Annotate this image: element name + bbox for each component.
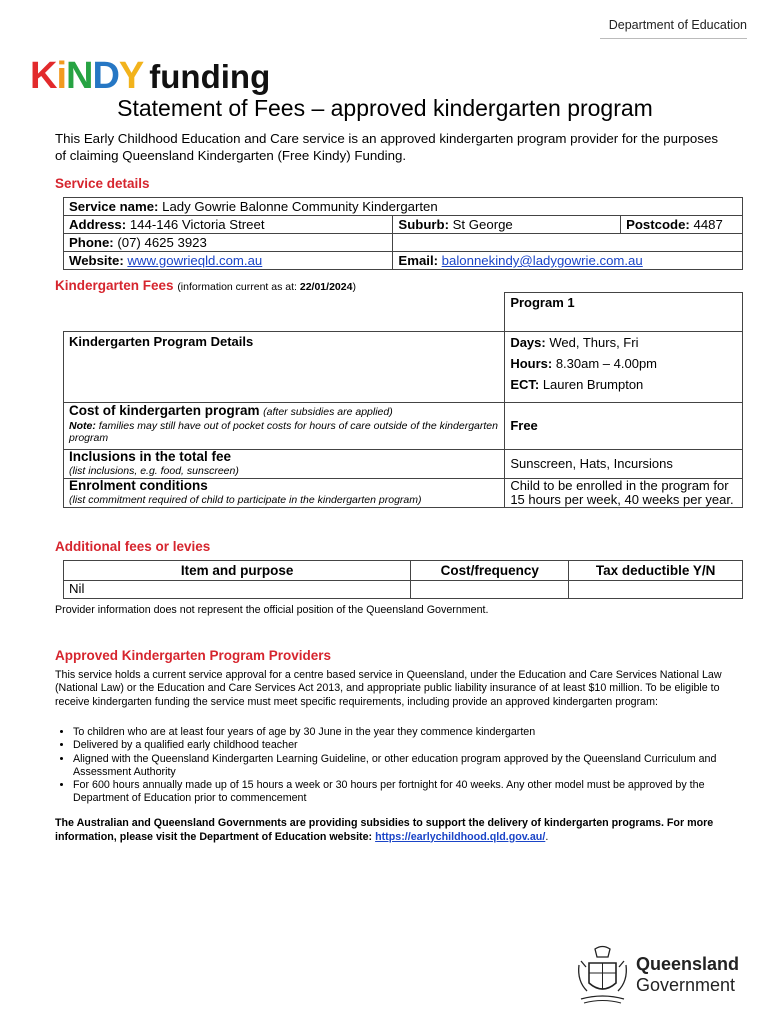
- kindy-letter: K: [30, 55, 57, 97]
- table-row: [64, 581, 743, 599]
- blank-header-cell: [64, 293, 505, 332]
- days-line: Days: Wed, Thurs, Fri: [510, 334, 639, 350]
- kindy-letter: N: [66, 55, 93, 97]
- table-row: [64, 216, 743, 234]
- address-cell: Address: 144-146 Victoria Street: [64, 216, 393, 234]
- current-date: 22/01/2024: [299, 281, 353, 293]
- queensland-government-wordmark: Queensland Government: [636, 954, 740, 995]
- website-cell: Website: www.gowrieqld.com.au: [64, 252, 393, 270]
- requirements-list: [55, 726, 743, 806]
- email-cell: Email: balonnekindy@ladygowrie.com.au: [393, 252, 743, 270]
- kindy-letter: Y: [118, 55, 144, 97]
- funding-wordmark: funding: [149, 58, 271, 95]
- service-details-table: [63, 197, 743, 270]
- address: 144-146 Victoria Street: [129, 217, 265, 232]
- column-header: Item and purpose: [64, 561, 411, 581]
- approved-providers-heading: Approved Kindergarten Program Providers: [55, 648, 332, 663]
- cost-value: Free: [505, 402, 743, 449]
- postcode-cell: Postcode: 4487: [621, 216, 743, 234]
- table-row: [64, 449, 743, 478]
- intro-paragraph: This Early Childhood Education and Care service is an approved kindergarten program provider for the purposes of claiming Queensland Kindergarten (Free Kindy) Funding.: [55, 131, 718, 163]
- table-row: [64, 293, 743, 332]
- list-item: • Aligned with the Queensland Kindergarten Learning Guideline, or other education program approved by the Queensland Curriculum and Assessment Authority: [73, 753, 743, 780]
- fees-heading-line: [55, 278, 356, 293]
- list-item: • Delivered by a qualified early childhood teacher: [73, 739, 743, 752]
- coat-of-arms-icon: [575, 945, 630, 1005]
- service-name: Lady Gowrie Balonne Community Kindergarten: [162, 199, 438, 214]
- table-cell: [411, 581, 569, 599]
- disclaimer: Provider information does not represent the official position of the Queensland Government.: [55, 604, 489, 616]
- document-title: Statement of Fees – approved kindergarten program: [117, 95, 653, 121]
- approved-providers-paragraph: This service holds a current service approval for a centre based service in Queensland, under the Education and Care Services National Law (National Law) or the Education and Care Services Act 2013, and appropriate public liability insurance of at least $10 million. To be eligible to receive kindergarten funding the service must meet specific requirements, including provide an approved kindergarten program:: [55, 669, 722, 708]
- table-row: [64, 402, 743, 449]
- hours-line: Hours: 8.30am – 4.00pm: [510, 355, 658, 371]
- additional-fees-table: [63, 560, 743, 599]
- early-childhood-link[interactable]: https://earlychildhood.qld.gov.au/: [375, 830, 546, 843]
- table-header-row: [64, 561, 743, 581]
- list-item: • To children who are at least four years of age by 30 June in the year they commence kindergarten: [73, 726, 743, 739]
- header-rule: [600, 38, 747, 39]
- phone-cell: Phone: (07) 4625 3923: [64, 234, 393, 252]
- email-link[interactable]: balonnekindy@ladygowrie.com.au: [441, 253, 643, 268]
- program-column-header: Program 1: [505, 293, 743, 332]
- suburb-cell: Suburb: St George: [393, 216, 621, 234]
- enrolment-value: Child to be enrolled in the program for 15 hours per week, 40 weeks per year.: [505, 478, 743, 507]
- service-details-heading: Service details: [55, 176, 150, 191]
- cost-label-cell: Cost of kindergarten program (after subsidies are applied) Note: families may still have out of pocket costs for hours of care outside of the kindergarten program: [64, 402, 505, 449]
- fees-heading: Kindergarten Fees: [55, 278, 174, 293]
- column-header: Cost/frequency: [411, 561, 569, 581]
- additional-fees-heading: Additional fees or levies: [55, 539, 211, 554]
- program-details-value: [505, 331, 743, 402]
- table-cell: [569, 581, 743, 599]
- suburb: St George: [452, 217, 513, 232]
- table-cell: Nil: [64, 581, 411, 599]
- phone: (07) 4625 3923: [117, 235, 207, 250]
- program-details-label: Kindergarten Program Details: [64, 331, 505, 402]
- info-current-as-at: (information current as at: 22/01/2024): [177, 281, 356, 293]
- queensland-government-logo: [575, 945, 739, 1005]
- website-link[interactable]: www.gowrieqld.com.au: [127, 253, 263, 268]
- kindy-letter: D: [92, 55, 119, 97]
- closing-statement: The Australian and Queensland Governments are providing subsidies to support the delivery of kindergarten programs. For more information, please visit the Department of Education website: https://earlychildhood.qld.gov.au/.: [55, 817, 714, 843]
- table-row: [64, 478, 743, 507]
- inclusions-label-cell: Inclusions in the total fee (list inclusions, e.g. food, sunscreen): [64, 449, 505, 478]
- table-row: [64, 331, 743, 402]
- column-header: Tax deductible Y/N: [569, 561, 743, 581]
- kindergarten-fees-table: [63, 292, 743, 508]
- kindy-funding-logo: [30, 55, 270, 95]
- table-row: [64, 252, 743, 270]
- kindy-wordmark: [30, 57, 143, 95]
- postcode: 4487: [693, 217, 723, 232]
- department-name: Department of Education: [608, 18, 747, 32]
- enrolment-label-cell: Enrolment conditions (list commitment required of child to participate in the kindergarten program): [64, 478, 505, 507]
- list-item: • For 600 hours annually made up of 15 hours a week or 30 hours per fortnight for 40 weeks. Any other model must be approved by the Department of Education prior to commencement: [73, 779, 743, 806]
- table-row: [64, 198, 743, 216]
- service-name-cell: Service name: Lady Gowrie Balonne Community Kindergarten: [64, 198, 743, 216]
- ect-line: ECT: Lauren Brumpton: [510, 376, 644, 392]
- empty-cell: [393, 234, 743, 252]
- table-row: [64, 234, 743, 252]
- inclusions-value: Sunscreen, Hats, Incursions: [505, 449, 743, 478]
- kindy-letter: i: [56, 55, 67, 97]
